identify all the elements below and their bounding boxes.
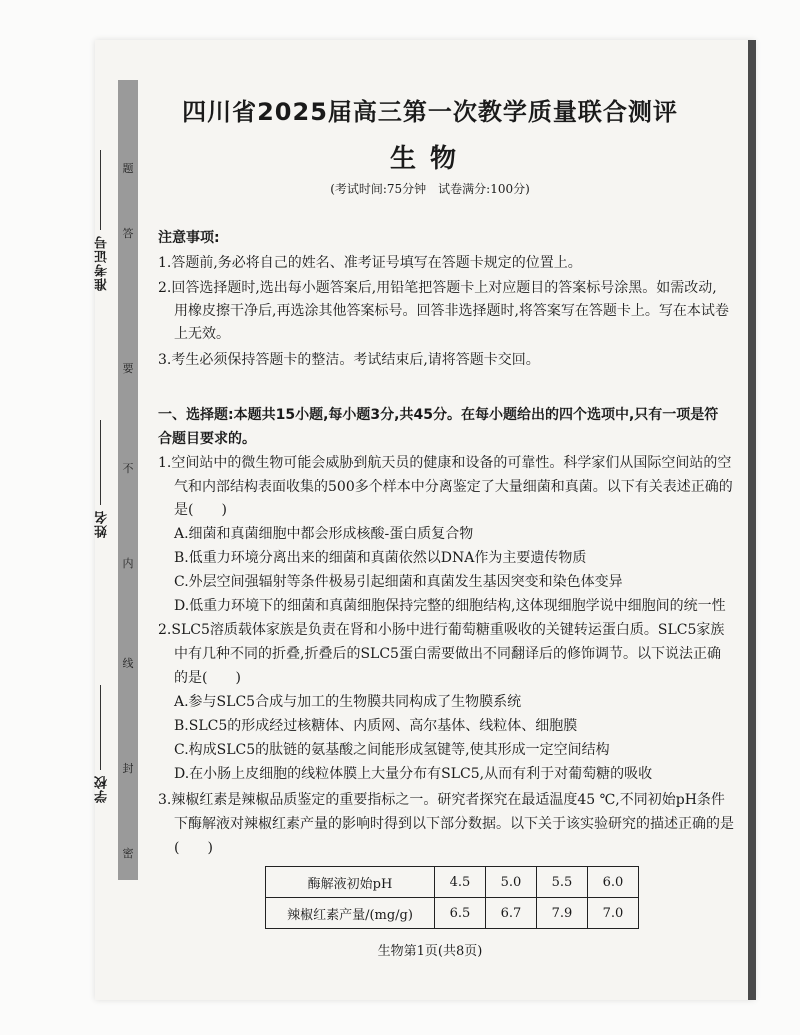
strip-char: 内: [122, 557, 134, 570]
table-row: [266, 898, 639, 929]
option-b: B.低重力环境分离出来的细菌和真菌依然以DNA作为主要遗传物质: [174, 550, 587, 566]
question-stem: 的是( ): [174, 670, 241, 686]
table-row: [266, 867, 639, 898]
option-d: D.低重力环境下的细菌和真菌细胞保持完整的细胞结构,这体现细胞学说中细胞间的统一性: [174, 598, 726, 614]
exam-number-label: 准考证号: [95, 235, 110, 291]
table-header-cell: 辣椒红素产量/(mg/g): [266, 898, 435, 929]
strip-char: 线: [122, 657, 134, 670]
strip-char: 不: [122, 462, 134, 475]
option-c: C.外层空间强辐射等条件极易引起细菌和真菌发生基因突变和染色体变异: [174, 574, 623, 590]
question-stem: 3.辣椒红素是辣椒品质鉴定的重要指标之一。研究者探究在最适温度45 ℃,不同初始pH条件: [158, 792, 725, 808]
question-stem: ( ): [174, 840, 213, 856]
option-c: C.构成SLC5的肽链的氨基酸之间能形成氢键等,使其形成一定空间结构: [174, 742, 610, 758]
table-cell: 6.5: [435, 898, 486, 929]
question-stem: 下酶解液对辣椒红素产量的影响时得到以下部分数据。以下关于该实验研究的描述正确的是: [174, 816, 734, 832]
school-line: [100, 685, 101, 770]
option-a: A.参与SLC5合成与加工的生物膜共同构成了生物膜系统: [174, 694, 522, 710]
table-cell: 4.5: [435, 867, 486, 898]
strip-char: 题: [122, 162, 134, 175]
question-stem: 是( ): [174, 502, 227, 518]
notes-heading: 注意事项:: [158, 230, 220, 246]
note-line: 用橡皮擦干净后,再选涂其他答案标号。回答非选择题时,将答案写在答题卡上。写在本试卷: [174, 303, 729, 319]
option-b: B.SLC5的形成经过核糖体、内质网、高尔基体、线粒体、细胞膜: [174, 718, 578, 734]
name-label: 姓名: [95, 510, 110, 538]
note-line: 上无效。: [174, 326, 230, 342]
page-footer: 生物第1页(共8页): [377, 944, 483, 959]
note-line: 3.考生必须保持答题卡的整洁。考试结束后,请将答题卡交回。: [158, 352, 540, 368]
page-edge-shadow: [748, 40, 756, 1000]
question-stem: 2.SLC5溶质载体家族是负责在肾和小肠中进行葡萄糖重吸收的关键转运蛋白质。SLC5家族: [158, 622, 725, 638]
table-header-cell: 酶解液初始pH: [266, 867, 435, 898]
question-stem: 中有几种不同的折叠,折叠后的SLC5蛋白需要做出不同翻译后的修饰调节。以下说法正确: [174, 646, 721, 662]
subject-title: 生物: [389, 144, 470, 174]
table-cell: 7.9: [537, 898, 588, 929]
section-heading: 一、选择题:本题共15小题,每小题3分,共45分。在每小题给出的四个选项中,只有一项是符: [158, 407, 719, 423]
note-line: 2.回答选择题时,选出每小题答案后,用铅笔把答题卡上对应题目的答案标号涂黑。如需改动,: [158, 280, 717, 296]
question-stem: 气和内部结构表面收集的500多个样本中分离鉴定了大量细菌和真菌。以下有关表述正确的: [174, 479, 733, 495]
ph-data-table: [265, 866, 639, 929]
table-cell: 5.5: [537, 867, 588, 898]
exam-title: 四川省2025届高三第一次教学质量联合测评: [182, 98, 678, 126]
strip-char: 要: [122, 362, 134, 375]
table-cell: 6.7: [486, 898, 537, 929]
section-heading: 合题目要求的。: [158, 431, 256, 447]
name-line: [100, 420, 101, 505]
question-stem: 1.空间站中的微生物可能会威胁到航天员的健康和设备的可靠性。科学家们从国际空间站的空: [158, 455, 732, 471]
strip-char: 封: [122, 762, 134, 775]
table-cell: 7.0: [588, 898, 639, 929]
exam-number-line: [100, 150, 101, 230]
option-a: A.细菌和真菌细胞中都会形成核酸-蛋白质复合物: [174, 526, 474, 542]
table-cell: 6.0: [588, 867, 639, 898]
strip-char: 答: [122, 227, 134, 240]
table-cell: 5.0: [486, 867, 537, 898]
school-label: 学校: [95, 775, 110, 803]
exam-info: (考试时间:75分钟 试卷满分:100分): [330, 182, 530, 196]
note-line: 1.答题前,务必将自己的姓名、准考证号填写在答题卡规定的位置上。: [158, 255, 582, 271]
option-d: D.在小肠上皮细胞的线粒体膜上大量分布有SLC5,从而有利于对葡萄糖的吸收: [174, 766, 653, 782]
strip-char: 密: [122, 847, 134, 860]
